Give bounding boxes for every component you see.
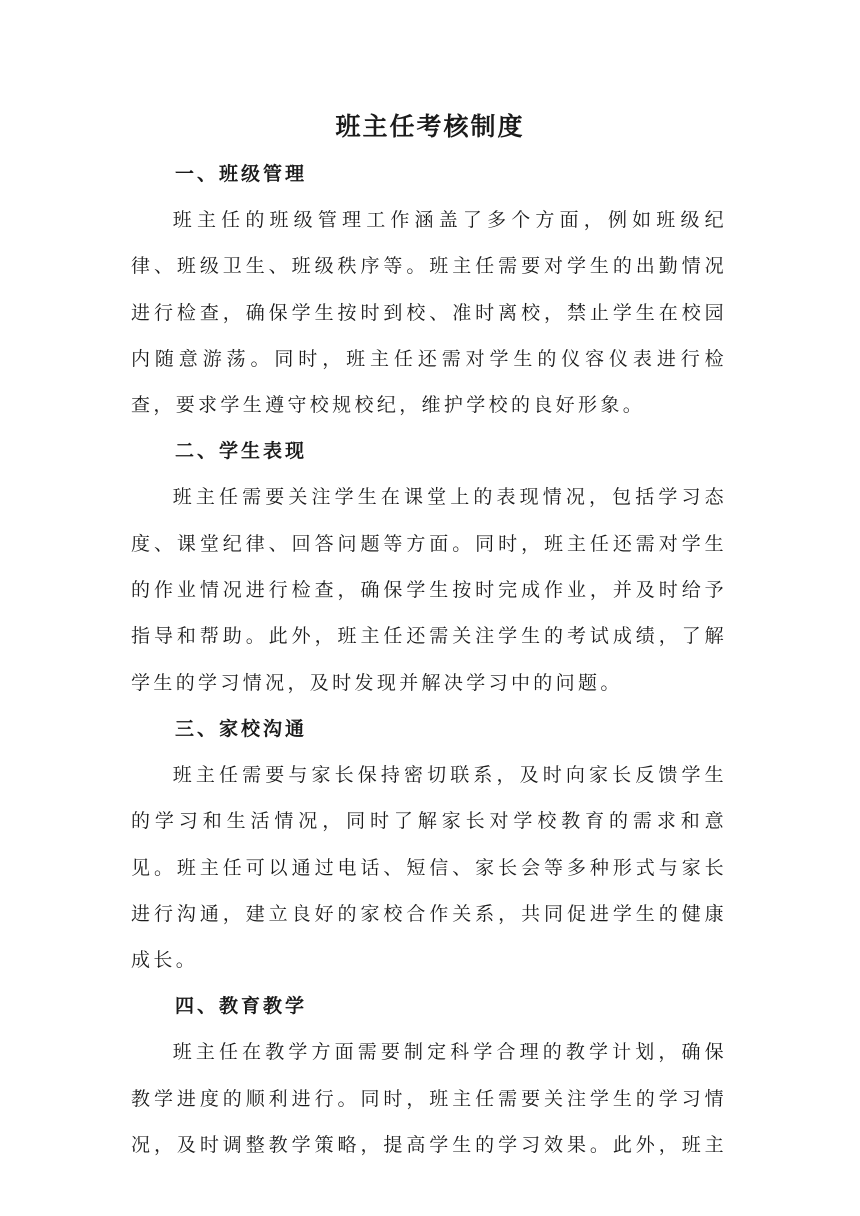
section-paragraph: 班主任需要关注学生在课堂上的表现情况，包括学习态度、课堂纪律、回答问题等方面。同时，班主任还需对学生的作业情况进行检查，确保学生按时完成作业，并及时给予指导和帮助。此外，班主任还需关注学生的考试成绩，了解学生的学习情况，及时发现并解决学习中的问题。 [131,486,727,694]
section-paragraph: 班主任在教学方面需要制定科学合理的教学计划，确保教学进度的顺利进行。同时，班主任需要关注学生的学习情况，及时调整教学策略，提高学生的学习效果。此外，班主 [131,1041,727,1157]
section-heading: 三、家校沟通 [175,717,308,740]
section-heading: 四、教育教学 [175,995,308,1018]
section-home-school-communication [131,706,727,983]
document-content [131,151,727,1168]
section-paragraph: 班主任需要与家长保持密切联系，及时向家长反馈学生的学习和生活情况，同时了解家长对学校教育的需求和意见。班主任可以通过电话、短信、家长会等多种形式与家长进行沟通，建立良好的家校合作关系，共同促进学生的健康成长。 [131,763,727,972]
document-title: 班主任考核制度 [335,112,525,141]
section-class-management [131,151,727,428]
section-heading: 二、学生表现 [175,440,308,463]
section-heading: 一、班级管理 [175,163,308,185]
section-paragraph: 班主任的班级管理工作涵盖了多个方面，例如班级纪律、班级卫生、班级秩序等。班主任需要对学生的出勤情况进行检查，确保学生按时到校、准时离校，禁止学生在校园内随意游荡。同时，班主任还需对学生的仪容仪表进行检查，要求学生遵守校规校纪，维护学校的良好形象。 [131,209,727,417]
section-student-performance [131,428,727,705]
section-education-teaching [131,983,727,1168]
